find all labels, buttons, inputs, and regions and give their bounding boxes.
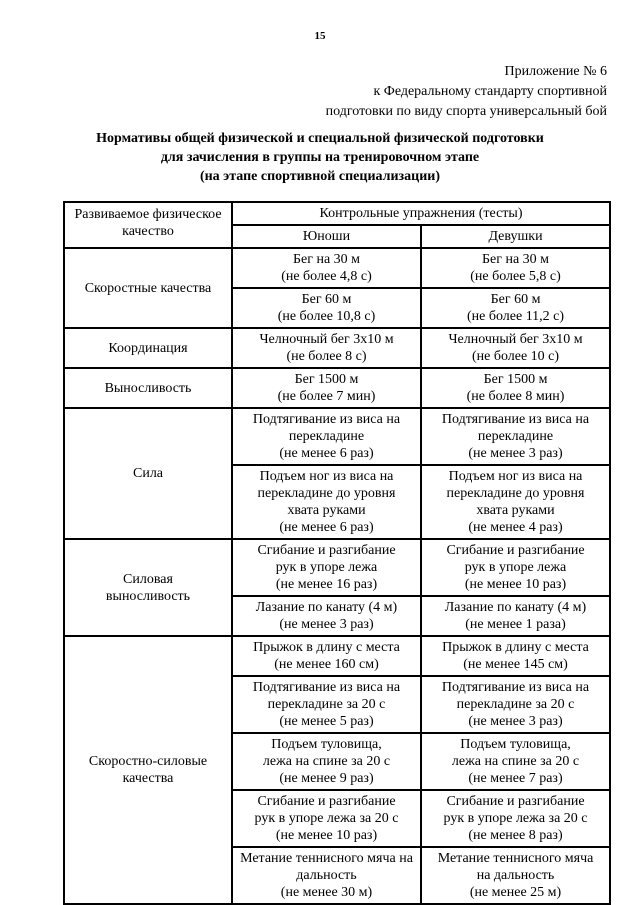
quality-line: качества [122,771,174,786]
table-row [64,408,610,465]
test-line: (не менее 6 раз) [279,520,374,535]
test-line: Подтягивание из виса на [441,680,590,695]
quality-cell [64,636,232,904]
quality-cell [64,328,232,368]
test-line: Бег 1500 м [294,372,359,387]
title-line: для зачисления в группы на тренировочном этапе [160,150,480,165]
test-line: рук в упоре лежа за 20 с [443,811,588,826]
boys-test-cell [232,288,421,328]
test-line: лежа на спине за 20 с [451,754,580,769]
quality-line: Сила [132,466,164,481]
boys-test-cell [232,328,421,368]
test-line: Сгибание и разгибание [257,543,396,558]
test-line: (не менее 10 раз) [464,577,567,592]
quality-cell [64,408,232,539]
test-line: рук в упоре лежа [275,560,378,575]
test-line: перекладине [477,429,554,444]
test-line: (не менее 145 см) [463,657,568,672]
table-header [64,202,610,248]
test-line: (не менее 25 м) [469,885,562,900]
test-line: Бег на 30 м [292,252,361,267]
header-tests: Контрольные упражнения (тесты) [232,202,610,225]
test-line: (не более 10 с) [471,349,560,364]
girls-test-cell [421,676,610,733]
quality-line: Скоростно-силовые [88,754,208,769]
test-line: Челночный бег 3х10 м [448,332,583,347]
boys-test-cell [232,676,421,733]
quality-cell [64,248,232,328]
table-row [64,248,610,288]
quality-cell [64,368,232,408]
test-line: Метание теннисного мяча на [240,851,413,866]
test-line: (не менее 1 раза) [465,617,566,632]
girls-test-cell [421,328,610,368]
test-line: Метание теннисного мяча [437,851,594,866]
quality-line: Координация [108,340,188,356]
document-title [0,129,640,186]
test-line: (не менее 6 раз) [279,446,374,461]
header-quality: Развиваемое физическое качество [64,202,232,248]
girls-test-cell [421,408,610,465]
test-line: (не менее 5 раз) [279,714,374,729]
test-line: Подъем ног из виса на [448,469,583,484]
test-line: (не менее 30 м) [280,885,373,900]
girls-test-cell [421,596,610,636]
test-line: (не менее 3 раз) [468,446,563,461]
boys-test-cell [232,596,421,636]
norms-table [63,201,611,905]
girls-test-cell [421,790,610,847]
test-line: (не менее 3 раз) [468,714,563,729]
test-line: Сгибание и разгибание [446,543,585,558]
test-line: Лазание по канату (4 м) [255,600,398,615]
test-line: хвата руками [476,503,555,518]
boys-test-cell [232,847,421,904]
table-row [64,368,610,408]
page-number: 15 [314,30,326,42]
quality-line: Выносливость [104,380,192,396]
test-line: Подтягивание из виса на [441,412,590,427]
title-line: Нормативы общей физической и специальной физической подготовки [96,131,544,146]
test-line: Сгибание и разгибание [446,794,585,809]
title-line: (на этапе спортивной специализации) [199,169,441,184]
appendix-line: к Федеральному стандарту спортивной [373,84,607,99]
girls-test-cell [421,368,610,408]
test-line: Подтягивание из виса на [252,680,401,695]
test-line: (не менее 10 раз) [275,828,378,843]
test-line: Челночный бег 3х10 м [259,332,394,347]
quality-line: Скоростные качества [84,280,212,296]
test-line: Прыжок в длину с места [253,640,400,655]
test-line: (не более 8 мин) [466,389,565,404]
girls-test-cell [421,248,610,288]
test-line: (не менее 7 раз) [468,771,563,786]
test-line: Сгибание и разгибание [257,794,396,809]
girls-test-cell [421,539,610,596]
test-line: (не менее 9 раз) [279,771,374,786]
test-line: Прыжок в длину с места [442,640,589,655]
test-line: (не менее 160 см) [274,657,379,672]
boys-test-cell [232,248,421,288]
test-line: рук в упоре лежа [464,560,567,575]
quality-cell [64,539,232,636]
test-line: (не менее 4 раз) [468,520,563,535]
test-line: лежа на спине за 20 с [262,754,391,769]
boys-test-cell [232,408,421,465]
girls-test-cell [421,288,610,328]
test-line: Подтягивание из виса на [252,412,401,427]
boys-test-cell [232,368,421,408]
table-body [64,248,610,904]
test-line: на дальность [476,868,555,883]
test-line: Лазание по канату (4 м) [444,600,587,615]
quality-line: Силовая [123,571,173,587]
test-line: (не более 10,8 с) [277,309,376,324]
test-line: перекладине до уровня [446,486,585,501]
test-line: Подъем ног из виса на [259,469,394,484]
test-line: (не более 5,8 с) [470,269,561,284]
table-row [64,328,610,368]
test-line: перекладине за 20 с [456,697,575,712]
girls-test-cell [421,847,610,904]
appendix-line: Приложение № 6 [504,64,607,79]
boys-test-cell [232,790,421,847]
boys-test-cell [232,539,421,596]
girls-test-cell [421,733,610,790]
test-line: (не менее 16 раз) [275,577,378,592]
test-line: (не менее 8 раз) [468,828,563,843]
test-line: (не более 7 мин) [277,389,376,404]
appendix-line: подготовки по виду спорта универсальный бой [325,104,607,119]
test-line: хвата руками [287,503,366,518]
test-line: перекладине до уровня [257,486,396,501]
table-row [64,539,610,596]
appendix-reference [326,62,607,122]
test-line: Бег 60 м [301,292,352,307]
test-line: дальность [296,868,357,883]
test-line: (не менее 3 раз) [279,617,374,632]
test-line: Бег на 30 м [481,252,550,267]
boys-test-cell [232,733,421,790]
test-line: Подъем туловища, [271,737,382,752]
test-line: Подъем туловища, [460,737,571,752]
header-girls: Девушки [421,225,610,248]
test-line: (не более 4,8 с) [281,269,372,284]
test-line: перекладине [288,429,365,444]
boys-test-cell [232,636,421,676]
test-line: Бег 60 м [490,292,541,307]
quality-line: выносливость [105,588,191,604]
test-line: Бег 1500 м [483,372,548,387]
header-boys: Юноши [232,225,421,248]
girls-test-cell [421,636,610,676]
test-line: рук в упоре лежа за 20 с [254,811,399,826]
table-row [64,636,610,676]
girls-test-cell [421,465,610,539]
boys-test-cell [232,465,421,539]
test-line: перекладине за 20 с [267,697,386,712]
test-line: (не более 8 с) [286,349,367,364]
test-line: (не более 11,2 с) [466,309,565,324]
